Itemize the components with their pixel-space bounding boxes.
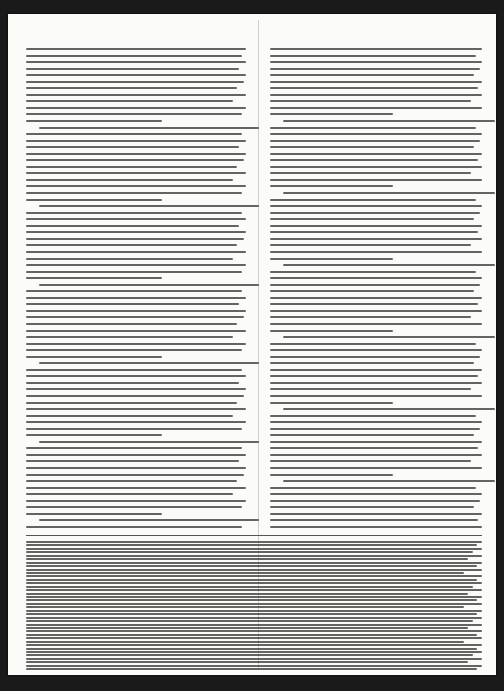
text-line <box>270 74 474 76</box>
text-line <box>270 212 480 214</box>
feuilleton <box>26 541 482 672</box>
text-line <box>270 303 478 305</box>
text-line <box>26 613 477 615</box>
text-line <box>26 68 239 70</box>
text-line <box>26 408 246 410</box>
text-line <box>26 551 473 553</box>
text-line <box>270 48 482 50</box>
text-line <box>26 487 246 489</box>
text-line <box>26 575 482 577</box>
text-line <box>270 369 482 371</box>
text-line <box>270 487 476 489</box>
text-line <box>26 434 162 436</box>
text-line <box>270 290 474 292</box>
text-line <box>26 599 477 601</box>
text-line <box>26 48 246 50</box>
text-line <box>26 153 246 155</box>
text-line <box>39 284 259 286</box>
text-line <box>270 68 480 70</box>
text-line <box>270 258 393 260</box>
text-line <box>26 185 246 187</box>
text-line <box>26 349 242 351</box>
text-line <box>270 238 482 240</box>
text-line <box>26 343 246 345</box>
text-line <box>26 166 237 168</box>
text-line <box>26 658 482 660</box>
newspaper-page <box>8 14 496 675</box>
text-line <box>270 343 476 345</box>
text-line <box>26 159 244 161</box>
text-line <box>270 251 482 253</box>
text-line <box>270 402 393 404</box>
text-line <box>26 336 233 338</box>
text-line <box>270 100 471 102</box>
text-line <box>26 133 242 135</box>
text-line <box>39 127 259 129</box>
text-line <box>270 297 482 299</box>
text-line <box>270 362 474 364</box>
text-line <box>26 637 482 639</box>
text-line <box>26 579 477 581</box>
text-line <box>26 146 239 148</box>
text-line <box>26 558 468 560</box>
text-line <box>270 172 471 174</box>
text-line <box>26 297 246 299</box>
text-line <box>26 94 246 96</box>
text-line <box>26 87 237 89</box>
text-line <box>26 541 482 543</box>
text-line <box>270 356 480 358</box>
text-line <box>26 627 468 629</box>
text-line <box>270 454 482 456</box>
text-line <box>26 603 482 605</box>
text-line <box>26 172 246 174</box>
text-line <box>270 166 482 168</box>
text-line <box>270 127 476 129</box>
text-line <box>26 330 246 332</box>
text-line <box>26 140 246 142</box>
text-line <box>270 330 393 332</box>
text-line <box>26 617 482 619</box>
text-line <box>270 323 482 325</box>
text-line <box>270 185 393 187</box>
text-line <box>270 231 478 233</box>
text-line <box>26 388 246 390</box>
text-line <box>270 395 482 397</box>
text-line <box>26 460 239 462</box>
text-line <box>270 133 482 135</box>
text-line <box>270 460 471 462</box>
text-line <box>283 480 495 482</box>
text-line <box>26 395 244 397</box>
text-line <box>270 179 482 181</box>
text-line <box>270 159 478 161</box>
text-line <box>26 421 246 423</box>
text-line <box>26 610 482 612</box>
text-line <box>270 87 478 89</box>
text-line <box>270 415 476 417</box>
text-line <box>26 493 233 495</box>
text-line <box>26 81 244 83</box>
text-line <box>270 271 476 273</box>
text-line <box>26 323 237 325</box>
text-line <box>270 434 474 436</box>
text-line <box>26 593 468 595</box>
text-line <box>270 284 480 286</box>
text-line <box>26 526 242 528</box>
text-line <box>26 290 242 292</box>
text-line <box>26 428 242 430</box>
text-line <box>26 641 464 643</box>
text-line <box>26 225 239 227</box>
text-line <box>26 500 246 502</box>
text-line <box>26 596 482 598</box>
text-line <box>26 620 473 622</box>
text-line <box>26 179 233 181</box>
text-line <box>26 665 482 667</box>
text-line <box>270 277 482 279</box>
text-line <box>26 651 482 653</box>
text-line <box>270 55 476 57</box>
text-line <box>26 316 244 318</box>
text-line <box>283 120 495 122</box>
text-line <box>26 562 482 564</box>
text-line <box>270 205 482 207</box>
text-line <box>26 192 242 194</box>
text-line <box>26 586 473 588</box>
text-line <box>26 474 244 476</box>
text-line <box>26 107 246 109</box>
text-line <box>26 100 233 102</box>
text-line <box>26 303 239 305</box>
text-line <box>26 271 242 273</box>
text-line <box>26 231 246 233</box>
text-line <box>39 441 259 443</box>
text-line <box>26 218 246 220</box>
text-line <box>26 454 246 456</box>
article-upper-right <box>270 48 482 532</box>
text-line <box>26 506 242 508</box>
text-line <box>39 205 259 207</box>
text-line <box>26 277 162 279</box>
text-line <box>26 61 246 63</box>
text-line <box>283 264 495 266</box>
text-line <box>270 244 471 246</box>
text-line <box>26 415 233 417</box>
text-line <box>283 336 495 338</box>
text-line <box>26 480 237 482</box>
text-line <box>26 199 162 201</box>
text-line <box>270 310 482 312</box>
text-line <box>39 519 259 521</box>
text-line <box>270 225 482 227</box>
text-line <box>270 113 393 115</box>
text-line <box>26 644 482 646</box>
text-line <box>26 375 246 377</box>
text-line <box>26 120 162 122</box>
text-line <box>26 630 482 632</box>
text-line <box>26 382 239 384</box>
feuilleton-divider <box>26 535 482 536</box>
text-line <box>270 61 482 63</box>
text-line <box>270 493 482 495</box>
text-line <box>26 572 464 574</box>
text-line <box>26 258 233 260</box>
article-upper-left <box>26 48 246 532</box>
text-line <box>26 569 482 571</box>
text-line <box>26 654 473 656</box>
text-line <box>270 447 478 449</box>
text-line <box>270 474 393 476</box>
text-line <box>26 356 162 358</box>
text-line <box>270 428 480 430</box>
text-line <box>26 212 242 214</box>
text-line <box>26 589 482 591</box>
text-line <box>270 218 474 220</box>
text-line <box>270 500 480 502</box>
text-line <box>26 513 162 515</box>
text-line <box>26 369 242 371</box>
text-line <box>26 606 464 608</box>
text-line <box>26 565 477 567</box>
text-line <box>270 81 482 83</box>
text-line <box>26 310 246 312</box>
text-line <box>26 661 468 663</box>
text-line <box>26 555 482 557</box>
text-line <box>39 362 259 364</box>
text-line <box>26 251 246 253</box>
text-line <box>270 506 474 508</box>
text-line <box>270 153 482 155</box>
text-line <box>26 238 244 240</box>
text-line <box>270 107 482 109</box>
text-line <box>270 467 482 469</box>
text-line <box>270 199 476 201</box>
text-line <box>283 192 495 194</box>
text-line <box>26 648 477 650</box>
text-line <box>26 74 246 76</box>
text-line <box>270 146 474 148</box>
text-line <box>26 668 477 670</box>
text-line <box>270 140 480 142</box>
text-line <box>26 447 242 449</box>
text-line <box>270 375 478 377</box>
text-line <box>270 421 482 423</box>
text-line <box>270 94 482 96</box>
text-line <box>270 526 482 528</box>
text-line <box>26 244 237 246</box>
text-line <box>26 634 477 636</box>
text-line <box>26 402 237 404</box>
text-line <box>270 316 471 318</box>
text-line <box>26 548 482 550</box>
text-line <box>26 113 242 115</box>
text-line <box>270 513 482 515</box>
text-line <box>270 519 478 521</box>
text-line <box>26 624 482 626</box>
text-line <box>270 382 482 384</box>
text-line <box>26 582 482 584</box>
text-line <box>26 55 242 57</box>
text-line <box>26 544 477 546</box>
text-line <box>26 467 246 469</box>
text-line <box>270 349 482 351</box>
text-line <box>270 388 471 390</box>
text-line <box>26 264 246 266</box>
text-line <box>283 408 495 410</box>
text-line <box>270 441 482 443</box>
